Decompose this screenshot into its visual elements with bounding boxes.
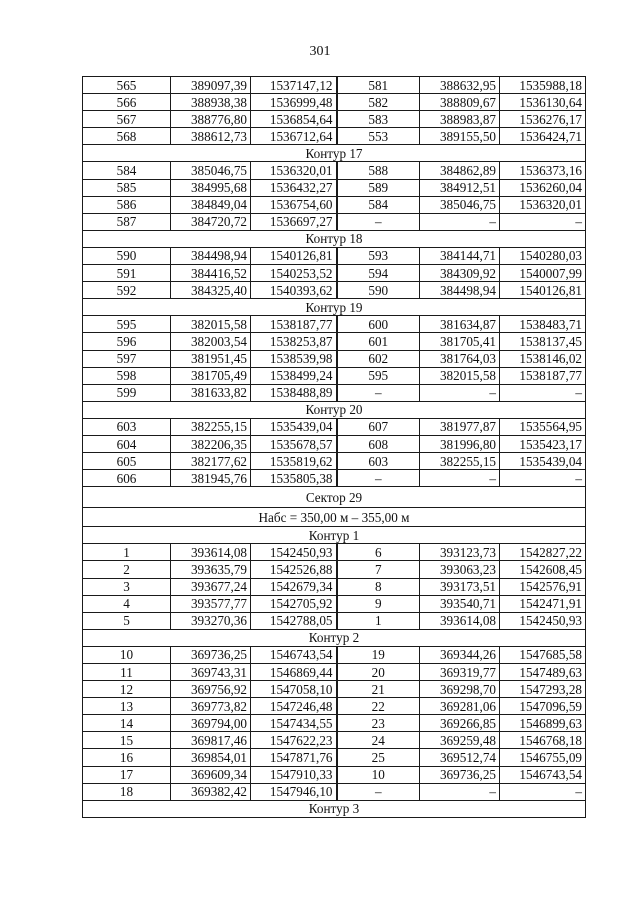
cell-coord-y: 1535564,95 [500, 418, 586, 435]
cell-coord-y: 1538539,98 [251, 350, 337, 367]
cell-coord-x: 388612,73 [171, 128, 251, 145]
cell-coord-x: 369736,25 [171, 646, 251, 663]
cell-coord-y: 1535988,18 [500, 77, 586, 94]
cell-coord-y: 1536320,01 [251, 162, 337, 179]
cell-coord-y: 1536712,64 [251, 128, 337, 145]
table-row [83, 316, 586, 333]
cell-coord-x: 384720,72 [171, 213, 251, 230]
cell-coord-y: 1542788,05 [251, 612, 337, 629]
cell-coord-x: 388809,67 [420, 94, 500, 111]
cell-coord-x: 384498,94 [420, 282, 500, 299]
table-row [83, 470, 586, 487]
cell-coord-y: 1538499,24 [251, 367, 337, 384]
cell-coord-x: 381945,76 [171, 470, 251, 487]
cell-coord-x: 369794,00 [171, 715, 251, 732]
cell-point-number: – [337, 470, 420, 487]
cell-coord-x: 384325,40 [171, 282, 251, 299]
cell-coord-y: 1547910,33 [251, 766, 337, 783]
cell-point-number: 14 [83, 715, 171, 732]
table-row [83, 128, 586, 145]
cell-coord-y: – [500, 213, 586, 230]
cell-coord-y: 1547434,55 [251, 715, 337, 732]
cell-coord-x: 382177,62 [171, 453, 251, 470]
cell-point-number: 553 [337, 128, 420, 145]
cell-coord-y: 1547946,10 [251, 783, 337, 800]
cell-point-number: 2 [83, 561, 171, 578]
contour-heading: Контур 1 [83, 527, 586, 544]
cell-coord-x: 393540,71 [420, 595, 500, 612]
table-row [83, 698, 586, 715]
cell-coord-y: 1546755,09 [500, 749, 586, 766]
cell-point-number: 603 [83, 418, 171, 435]
cell-coord-y: 1540007,99 [500, 265, 586, 282]
table-row [83, 681, 586, 698]
cell-point-number: 8 [337, 578, 420, 595]
table-row [83, 715, 586, 732]
cell-coord-x: 381634,87 [420, 316, 500, 333]
cell-coord-y: 1547685,58 [500, 646, 586, 663]
cell-coord-x: 385046,75 [420, 196, 500, 213]
cell-coord-x: 381705,41 [420, 333, 500, 350]
contour-heading: Контур 18 [83, 230, 586, 247]
contour-heading: Контур 20 [83, 401, 586, 418]
cell-point-number: 603 [337, 453, 420, 470]
cell-coord-x: 384144,71 [420, 247, 500, 264]
cell-point-number: 596 [83, 333, 171, 350]
cell-coord-y: 1536999,48 [251, 94, 337, 111]
cell-coord-x: 382255,15 [171, 418, 251, 435]
cell-coord-x: 369344,26 [420, 646, 500, 663]
cell-point-number: 24 [337, 732, 420, 749]
table-row [83, 766, 586, 783]
cell-point-number: 595 [337, 367, 420, 384]
table-row [83, 265, 586, 282]
table-row [83, 435, 586, 452]
cell-coord-x: 381633,82 [171, 384, 251, 401]
table-row [83, 783, 586, 800]
cell-coord-x: 393677,24 [171, 578, 251, 595]
table-row [83, 612, 586, 629]
table-row [83, 664, 586, 681]
cell-coord-x: 384912,51 [420, 179, 500, 196]
cell-coord-y: 1546768,18 [500, 732, 586, 749]
cell-point-number: – [337, 783, 420, 800]
cell-coord-y: 1547058,10 [251, 681, 337, 698]
cell-point-number: 597 [83, 350, 171, 367]
cell-point-number: 583 [337, 111, 420, 128]
cell-point-number: 15 [83, 732, 171, 749]
contour-heading-row [83, 527, 586, 544]
cell-coord-x: – [420, 384, 500, 401]
cell-coord-y: 1546899,63 [500, 715, 586, 732]
cell-point-number: 594 [337, 265, 420, 282]
cell-point-number: 599 [83, 384, 171, 401]
cell-coord-y: 1536854,64 [251, 111, 337, 128]
cell-coord-y: 1538187,77 [251, 316, 337, 333]
contour-heading: Контур 3 [83, 800, 586, 817]
cell-point-number: 11 [83, 664, 171, 681]
table-row [83, 453, 586, 470]
cell-coord-x: 389155,50 [420, 128, 500, 145]
cell-coord-x: 388632,95 [420, 77, 500, 94]
contour-heading-row [83, 401, 586, 418]
cell-point-number: 20 [337, 664, 420, 681]
cell-coord-x: 369382,42 [171, 783, 251, 800]
cell-point-number: 10 [337, 766, 420, 783]
cell-coord-x: 369773,82 [171, 698, 251, 715]
cell-coord-x: 388983,87 [420, 111, 500, 128]
cell-point-number: – [337, 213, 420, 230]
cell-point-number: 17 [83, 766, 171, 783]
cell-point-number: 13 [83, 698, 171, 715]
coordinates-table [82, 76, 586, 818]
cell-coord-y: 1540393,62 [251, 282, 337, 299]
cell-coord-y: 1547871,76 [251, 749, 337, 766]
cell-coord-x: 369817,46 [171, 732, 251, 749]
contour-heading-row [83, 629, 586, 646]
cell-coord-y: 1536373,16 [500, 162, 586, 179]
cell-point-number: 565 [83, 77, 171, 94]
cell-coord-y: 1535805,38 [251, 470, 337, 487]
cell-point-number: 593 [337, 247, 420, 264]
cell-coord-y: 1547096,59 [500, 698, 586, 715]
cell-point-number: 590 [337, 282, 420, 299]
cell-point-number: 581 [337, 77, 420, 94]
cell-coord-y: 1542827,22 [500, 544, 586, 561]
cell-point-number: 7 [337, 561, 420, 578]
cell-coord-x: 382206,35 [171, 435, 251, 452]
cell-coord-y: 1538483,71 [500, 316, 586, 333]
table-row [83, 247, 586, 264]
cell-coord-x: 381764,03 [420, 350, 500, 367]
cell-coord-y: 1540280,03 [500, 247, 586, 264]
cell-coord-x: 388776,80 [171, 111, 251, 128]
page-number: 301 [309, 44, 331, 59]
cell-point-number: 16 [83, 749, 171, 766]
contour-heading-row [83, 230, 586, 247]
contour-heading-row [83, 800, 586, 817]
cell-point-number: 23 [337, 715, 420, 732]
cell-point-number: 566 [83, 94, 171, 111]
cell-coord-x: 384849,04 [171, 196, 251, 213]
cell-point-number: 607 [337, 418, 420, 435]
cell-coord-x: 381705,49 [171, 367, 251, 384]
contour-heading: Контур 19 [83, 299, 586, 316]
height-range-heading: Набс = 350,00 м – 355,00 м [83, 508, 586, 527]
cell-coord-x: 369743,31 [171, 664, 251, 681]
table-row [83, 418, 586, 435]
cell-coord-y: 1542576,91 [500, 578, 586, 595]
cell-point-number: 4 [83, 595, 171, 612]
cell-point-number: 588 [337, 162, 420, 179]
cell-point-number: 590 [83, 247, 171, 264]
cell-point-number: 592 [83, 282, 171, 299]
cell-coord-y: 1542471,91 [500, 595, 586, 612]
cell-coord-x: 384862,89 [420, 162, 500, 179]
cell-coord-y: 1536130,64 [500, 94, 586, 111]
cell-point-number: 18 [83, 783, 171, 800]
cell-coord-y: 1536260,04 [500, 179, 586, 196]
cell-coord-x: 369259,48 [420, 732, 500, 749]
height-range-heading-row [83, 508, 586, 527]
table-row [83, 578, 586, 595]
table-row [83, 544, 586, 561]
cell-coord-y: 1536432,27 [251, 179, 337, 196]
cell-point-number: 601 [337, 333, 420, 350]
cell-coord-y: 1540126,81 [251, 247, 337, 264]
cell-coord-x: – [420, 783, 500, 800]
table-row [83, 179, 586, 196]
cell-coord-x: 393063,23 [420, 561, 500, 578]
cell-coord-y: 1542526,88 [251, 561, 337, 578]
cell-point-number: 605 [83, 453, 171, 470]
cell-point-number: 584 [337, 196, 420, 213]
sector-heading: Сектор 29 [83, 487, 586, 508]
cell-coord-x: 382015,58 [420, 367, 500, 384]
table-row [83, 162, 586, 179]
cell-point-number: 598 [83, 367, 171, 384]
cell-coord-y: 1535678,57 [251, 435, 337, 452]
cell-point-number: 582 [337, 94, 420, 111]
table-row [83, 94, 586, 111]
cell-point-number: 12 [83, 681, 171, 698]
cell-coord-x: 384995,68 [171, 179, 251, 196]
cell-coord-x: 393577,77 [171, 595, 251, 612]
table-row [83, 111, 586, 128]
cell-point-number: 585 [83, 179, 171, 196]
cell-coord-y: 1547293,28 [500, 681, 586, 698]
cell-coord-y: 1542608,45 [500, 561, 586, 578]
cell-coord-x: 382255,15 [420, 453, 500, 470]
cell-coord-x: 389097,39 [171, 77, 251, 94]
cell-point-number: 586 [83, 196, 171, 213]
cell-coord-x: 381996,80 [420, 435, 500, 452]
cell-coord-y: 1535439,04 [251, 418, 337, 435]
table-row [83, 749, 586, 766]
cell-coord-y: 1536697,27 [251, 213, 337, 230]
cell-coord-y: 1538488,89 [251, 384, 337, 401]
cell-coord-y: 1538187,77 [500, 367, 586, 384]
sector-heading-row [83, 487, 586, 508]
cell-coord-y: 1542450,93 [500, 612, 586, 629]
cell-coord-x: – [420, 213, 500, 230]
cell-coord-x: 369756,92 [171, 681, 251, 698]
cell-coord-y: 1536754,60 [251, 196, 337, 213]
cell-coord-x: 393614,08 [171, 544, 251, 561]
cell-point-number: 6 [337, 544, 420, 561]
cell-coord-x: 369266,85 [420, 715, 500, 732]
cell-coord-x: 393614,08 [420, 612, 500, 629]
cell-coord-x: 369281,06 [420, 698, 500, 715]
table-row [83, 646, 586, 663]
cell-point-number: 584 [83, 162, 171, 179]
cell-point-number: 10 [83, 646, 171, 663]
cell-coord-y: 1547246,48 [251, 698, 337, 715]
contour-heading: Контур 2 [83, 629, 586, 646]
table-row [83, 732, 586, 749]
cell-coord-y: 1536276,17 [500, 111, 586, 128]
cell-point-number: 604 [83, 435, 171, 452]
cell-coord-y: 1547622,23 [251, 732, 337, 749]
contour-heading: Контур 17 [83, 145, 586, 162]
cell-coord-x: 369736,25 [420, 766, 500, 783]
cell-point-number: 25 [337, 749, 420, 766]
contour-heading-row [83, 145, 586, 162]
cell-coord-x: 381951,45 [171, 350, 251, 367]
contour-heading-row [83, 299, 586, 316]
cell-coord-y: 1542450,93 [251, 544, 337, 561]
cell-point-number: 595 [83, 316, 171, 333]
table-row [83, 77, 586, 94]
cell-point-number: 606 [83, 470, 171, 487]
cell-point-number: 22 [337, 698, 420, 715]
cell-point-number: 21 [337, 681, 420, 698]
cell-coord-y: 1542679,34 [251, 578, 337, 595]
cell-coord-y: 1535819,62 [251, 453, 337, 470]
cell-coord-y: 1538253,87 [251, 333, 337, 350]
cell-point-number: 9 [337, 595, 420, 612]
cell-coord-y: 1546743,54 [251, 646, 337, 663]
cell-coord-y: 1542705,92 [251, 595, 337, 612]
cell-coord-x: 388938,38 [171, 94, 251, 111]
cell-coord-x: 381977,87 [420, 418, 500, 435]
cell-coord-x: 393123,73 [420, 544, 500, 561]
cell-coord-x: 393270,36 [171, 612, 251, 629]
cell-coord-y: 1538137,45 [500, 333, 586, 350]
cell-coord-y: 1535423,17 [500, 435, 586, 452]
cell-point-number: 3 [83, 578, 171, 595]
cell-coord-x: 393635,79 [171, 561, 251, 578]
cell-point-number: 567 [83, 111, 171, 128]
cell-point-number: 602 [337, 350, 420, 367]
cell-point-number: 568 [83, 128, 171, 145]
cell-point-number: 5 [83, 612, 171, 629]
table-row [83, 213, 586, 230]
cell-point-number: 591 [83, 265, 171, 282]
cell-coord-x: 369319,77 [420, 664, 500, 681]
table-row [83, 367, 586, 384]
cell-coord-x: 384498,94 [171, 247, 251, 264]
cell-coord-y: 1538146,02 [500, 350, 586, 367]
cell-coord-x: 382015,58 [171, 316, 251, 333]
table-row [83, 333, 586, 350]
table-row [83, 282, 586, 299]
cell-coord-y: 1536320,01 [500, 196, 586, 213]
cell-coord-x: 369298,70 [420, 681, 500, 698]
table-row [83, 595, 586, 612]
cell-coord-y: – [500, 783, 586, 800]
cell-coord-x: 369512,74 [420, 749, 500, 766]
cell-coord-y: 1540253,52 [251, 265, 337, 282]
cell-point-number: 1 [337, 612, 420, 629]
cell-coord-y: – [500, 384, 586, 401]
cell-coord-y: 1535439,04 [500, 453, 586, 470]
cell-coord-x: 369609,34 [171, 766, 251, 783]
cell-point-number: 19 [337, 646, 420, 663]
cell-coord-y: 1546869,44 [251, 664, 337, 681]
cell-coord-y: 1537147,12 [251, 77, 337, 94]
cell-coord-x: 393173,51 [420, 578, 500, 595]
table-row [83, 350, 586, 367]
cell-point-number: – [337, 384, 420, 401]
cell-point-number: 1 [83, 544, 171, 561]
table-row [83, 561, 586, 578]
cell-point-number: 589 [337, 179, 420, 196]
table-row [83, 384, 586, 401]
cell-coord-x: 384309,92 [420, 265, 500, 282]
table-row [83, 196, 586, 213]
cell-coord-y: – [500, 470, 586, 487]
cell-coord-x: 384416,52 [171, 265, 251, 282]
cell-point-number: 608 [337, 435, 420, 452]
cell-coord-x: 369854,01 [171, 749, 251, 766]
cell-coord-y: 1547489,63 [500, 664, 586, 681]
cell-coord-y: 1536424,71 [500, 128, 586, 145]
cell-coord-y: 1546743,54 [500, 766, 586, 783]
cell-coord-x: 382003,54 [171, 333, 251, 350]
cell-point-number: 600 [337, 316, 420, 333]
cell-point-number: 587 [83, 213, 171, 230]
cell-coord-y: 1540126,81 [500, 282, 586, 299]
cell-coord-x: – [420, 470, 500, 487]
cell-coord-x: 385046,75 [171, 162, 251, 179]
